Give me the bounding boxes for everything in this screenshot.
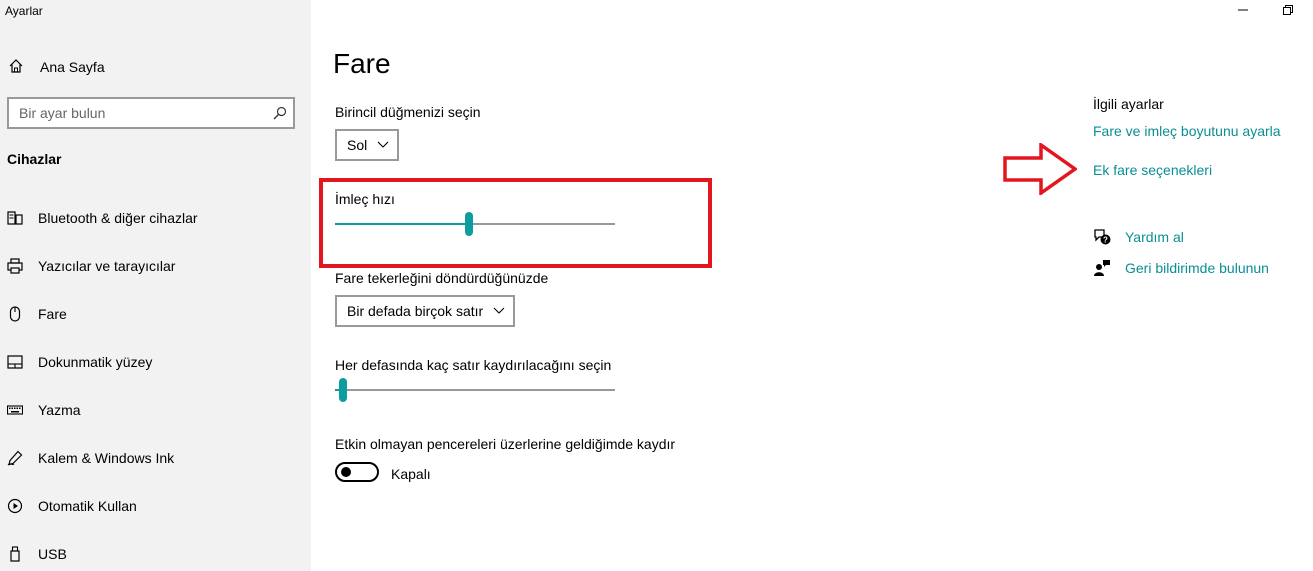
search-box[interactable] (7, 97, 295, 129)
minimize-button[interactable] (1220, 0, 1266, 20)
sidebar-item-mouse[interactable] (0, 294, 311, 334)
section-title: Cihazlar (7, 151, 62, 167)
home-icon (8, 58, 24, 74)
svg-text:?: ? (1103, 235, 1108, 245)
search-icon[interactable] (273, 106, 287, 120)
wheel-dropdown[interactable] (335, 295, 515, 327)
slider-track (335, 389, 615, 391)
sidebar-home-label: Ana Sayfa (40, 59, 105, 75)
feedback-link[interactable]: Geri bildirimde bulunun (1125, 260, 1269, 276)
primary-button-label: Birincil düğmenizi seçin (335, 104, 481, 120)
wheel-label: Fare tekerleğini döndürdüğünüzde (335, 270, 549, 286)
inactive-scroll-toggle[interactable] (335, 462, 379, 482)
sidebar-item-label: Otomatik Kullan (38, 498, 137, 514)
sidebar-item-autoplay[interactable] (0, 486, 311, 526)
toggle-knob (341, 467, 351, 477)
app-title: Ayarlar (5, 4, 43, 18)
lines-label: Her defasında kaç satır kaydırılacağını seçin (335, 357, 612, 373)
primary-button-value: Sol (347, 137, 368, 153)
help-link[interactable]: Yardım al (1125, 229, 1184, 245)
minimize-icon (1237, 4, 1249, 16)
sidebar-item-pen[interactable] (0, 438, 311, 478)
search-input[interactable] (9, 99, 259, 127)
maximize-button[interactable] (1265, 0, 1311, 20)
sidebar-item-usb[interactable] (0, 534, 311, 571)
chevron-down-icon (377, 141, 389, 149)
autoplay-icon (7, 498, 23, 514)
related-settings-title: İlgili ayarlar (1093, 96, 1164, 112)
help-chat-icon (1093, 228, 1111, 246)
bluetooth-devices-icon (7, 210, 23, 226)
sidebar-item-label: USB (38, 546, 67, 562)
feedback-icon (1093, 259, 1111, 277)
sidebar-item-printers[interactable] (0, 246, 311, 286)
restore-icon (1282, 4, 1294, 16)
cursor-speed-label: İmleç hızı (335, 191, 395, 207)
sidebar-item-bluetooth[interactable] (0, 198, 311, 238)
sidebar-item-label: Dokunmatik yüzey (38, 354, 153, 370)
primary-button-dropdown[interactable] (335, 129, 399, 161)
sidebar-item-label: Kalem & Windows Ink (38, 450, 175, 466)
sidebar (0, 0, 311, 571)
mouse-cursor-size-link[interactable]: Fare ve imleç boyutunu ayarla (1093, 123, 1281, 139)
pen-icon (7, 450, 23, 466)
wheel-value: Bir defada birçok satır (347, 303, 484, 319)
additional-mouse-options-link[interactable]: Ek fare seçenekleri (1093, 162, 1213, 178)
usb-icon (7, 546, 23, 562)
lines-slider[interactable] (335, 378, 615, 402)
inactive-scroll-state: Kapalı (391, 466, 431, 482)
printer-icon (7, 258, 23, 274)
keyboard-icon (7, 402, 23, 418)
sidebar-item-label: Yazma (38, 402, 81, 418)
inactive-scroll-label: Etkin olmayan pencereleri üzerlerine geldiğimde kaydır (335, 436, 676, 452)
sidebar-home[interactable] (0, 50, 311, 82)
sidebar-item-typing[interactable] (0, 390, 311, 430)
sidebar-item-touchpad[interactable] (0, 342, 311, 382)
annotation-highlight-box (319, 178, 712, 268)
sidebar-item-label: Yazıcılar ve tarayıcılar (38, 258, 176, 274)
chevron-down-icon (493, 307, 505, 315)
sidebar-item-label: Fare (38, 306, 67, 322)
slider-thumb[interactable] (339, 378, 347, 402)
page-title: Fare (333, 48, 391, 79)
touchpad-icon (7, 354, 23, 370)
annotation-arrow-icon (1003, 143, 1077, 195)
sidebar-item-label: Bluetooth & diğer cihazlar (38, 210, 198, 226)
mouse-icon (7, 306, 23, 322)
